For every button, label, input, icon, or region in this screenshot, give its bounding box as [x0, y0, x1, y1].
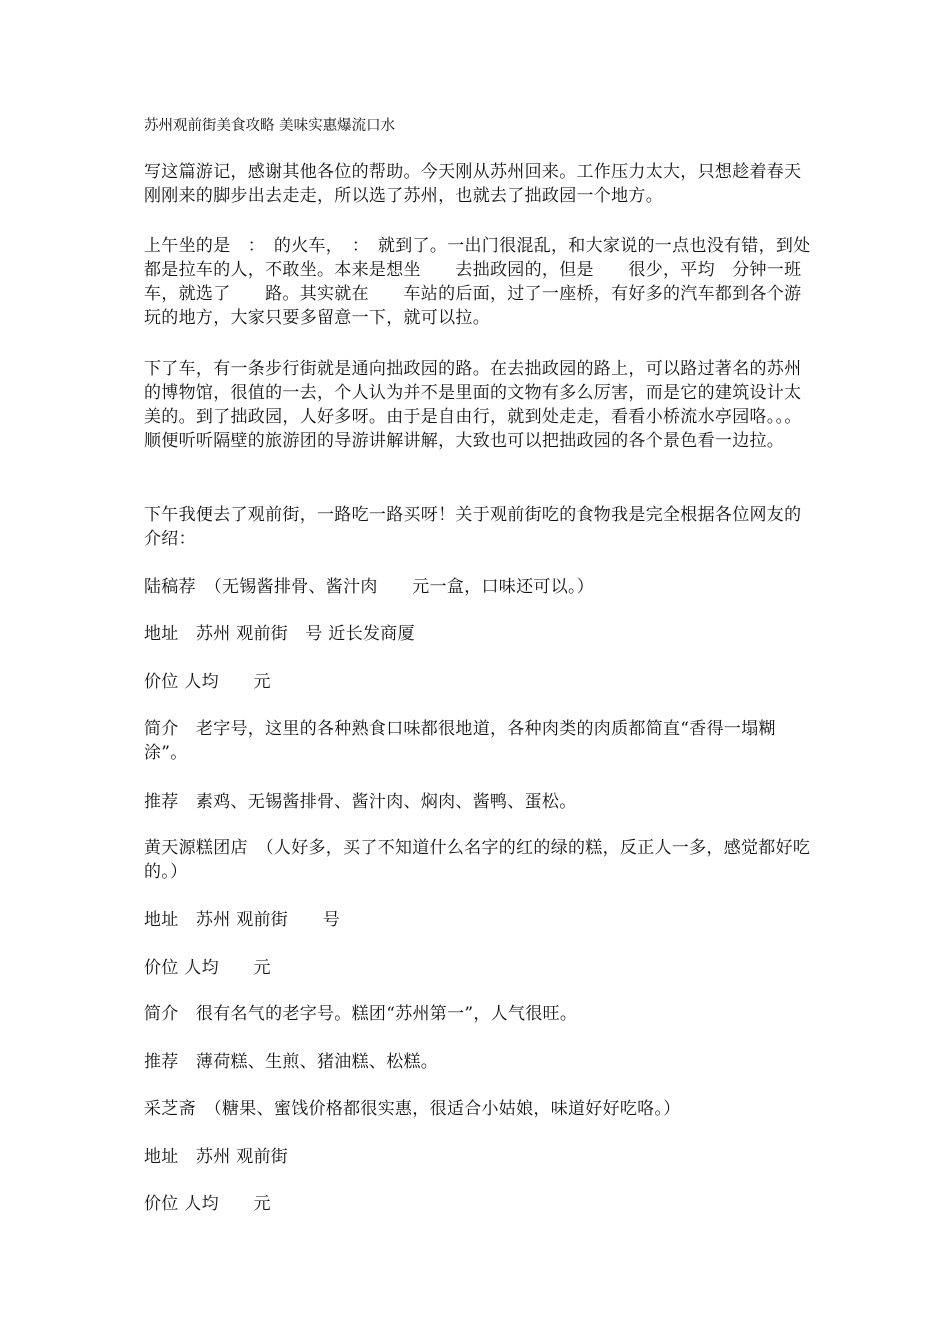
- shop-1-recommend: 推荐 素鸡、无锡酱排骨、酱汁肉、焖肉、酱鸭、蛋松。: [144, 792, 577, 812]
- shop-3-price: 价位 人均 元: [144, 1194, 271, 1214]
- paragraph-afternoon: 下午我便去了观前街，一路吃一路买呀！关于观前街吃的食物我是完全根据各位网友的介绍：: [144, 505, 802, 549]
- shop-2-address: 地址 苏州 观前街 号: [144, 910, 341, 930]
- shop-1-intro: 简介 老字号，这里的各种熟食口味都很地道，各种肉类的肉质都简直“香得一塌糊涂”。: [144, 719, 776, 763]
- shop-1-address: 地址 苏州 观前街 号 近长发商厦: [144, 624, 415, 644]
- shop-2-intro: 简介 很有名气的老字号。糕团“苏州第一”，人气很旺。: [144, 1004, 578, 1024]
- shop-3-name: 采芝斋 （糖果、蜜饯价格都很实惠，很适合小姑娘，味道好好吃咯。）: [144, 1099, 681, 1119]
- paragraph-garden: 下了车，有一条步行街就是通向拙政园的路。在去拙政园的路上，可以路过著名的苏州的博物馆，很值的一去，个人认为并不是里面的文物有多么厉害，而是它的建筑设计太美的。到了拙政园，人好多呀。由于是自由行，就到处走走，看看小桥流水亭园咯。。。顺便听听隔壁的旅游团的导游讲解讲解，大致也可以把拙政园的各个景色看一边拉。: [144, 359, 802, 451]
- paragraph-intro: 写这篇游记，感谢其他各位的帮助。今天刚从苏州回来。工作压力太大，只想趁着春天刚刚来的脚步出去走走，所以选了苏州，也就去了拙政园一个地方。: [144, 162, 802, 206]
- shop-2-price: 价位 人均 元: [144, 958, 271, 978]
- shop-2-name: 黄天源糕团店 （人好多，买了不知道什么名字的红的绿的糕，反正人一多，感觉都好吃的。）: [144, 838, 811, 882]
- shop-1-price: 价位 人均 元: [144, 672, 271, 692]
- shop-3-address: 地址 苏州 观前街: [144, 1147, 289, 1167]
- paragraph-morning: 上午坐的是 ： 的火车， ： 就到了。一出门很混乱，和大家说的一点也没有错，到处都是拉车的人，不敢坐。本来是想坐 去拙政园的，但是 很少，平均 分钟一班车，就选了 路。其实就在 车站的后面，过了一座桥，有好多的汽车都到各个游玩的地方，大家只要多留意一下，就可以拉。: [144, 236, 811, 328]
- shop-1-name: 陆稿荐 （无锡酱排骨、酱汁肉 元一盒，口味还可以。）: [144, 577, 595, 597]
- document-title: 苏州观前街美食攻略 美味实惠爆流口水: [144, 118, 396, 134]
- shop-2-recommend: 推荐 薄荷糕、生煎、猪油糕、松糕。: [144, 1052, 439, 1072]
